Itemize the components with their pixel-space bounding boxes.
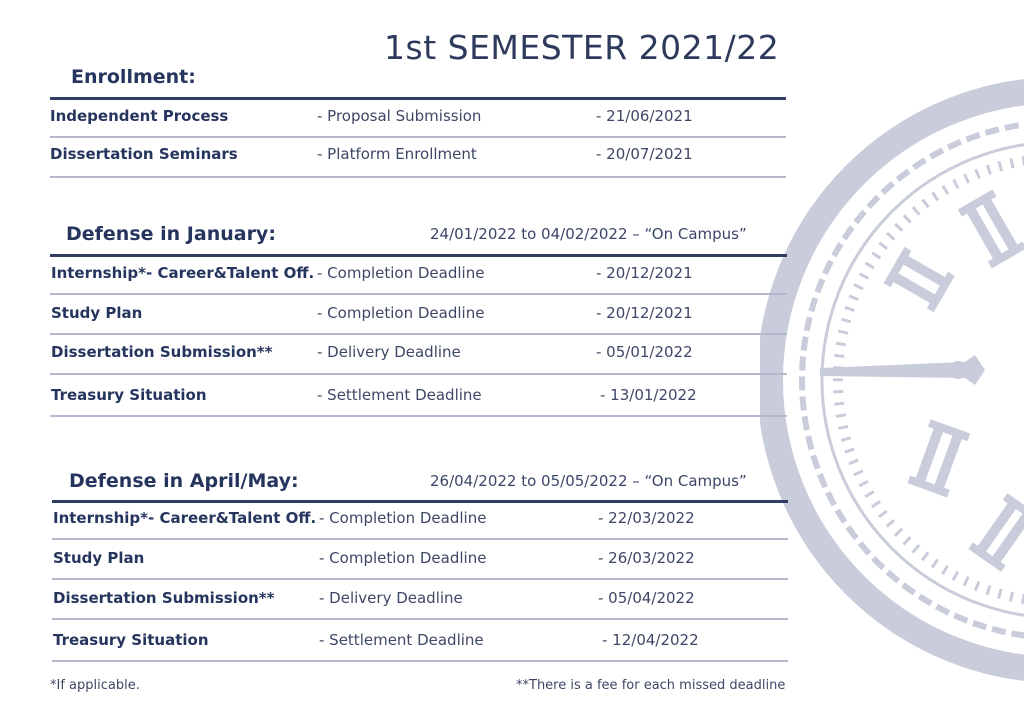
table-row: [53, 589, 813, 613]
row-description: - Delivery Deadline: [319, 589, 463, 607]
row-description: - Proposal Submission: [317, 107, 482, 125]
row-date: - 20/12/2021: [596, 304, 693, 322]
row-date: - 22/03/2022: [598, 509, 695, 527]
row-label: Dissertation Submission**: [51, 343, 273, 361]
row-divider: [52, 618, 788, 620]
row-date: - 05/01/2022: [596, 343, 693, 361]
row-date: - 13/01/2022: [600, 386, 697, 404]
row-label: Dissertation Submission**: [53, 589, 275, 607]
table-row: [51, 264, 811, 288]
enrollment-heading: Enrollment:: [71, 66, 196, 88]
row-description: - Completion Deadline: [319, 509, 487, 527]
table-row: [51, 343, 811, 367]
row-divider: [50, 333, 787, 335]
row-date: - 20/07/2021: [596, 145, 693, 163]
row-date: - 05/04/2022: [598, 589, 695, 607]
page-title: 1st SEMESTER 2021/22: [384, 28, 780, 67]
row-label: Dissertation Seminars: [50, 145, 238, 163]
table-row: [50, 145, 810, 169]
row-divider: [50, 293, 787, 295]
table-row: [53, 549, 813, 573]
table-row: [51, 386, 811, 410]
row-date: - 12/04/2022: [602, 631, 699, 649]
row-label: Internship*- Career&Talent Off.: [53, 509, 317, 527]
row-date: - 26/03/2022: [598, 549, 695, 567]
row-label: Treasury Situation: [51, 386, 207, 404]
footnote-if-applicable: *If applicable.: [50, 678, 140, 693]
row-description: - Completion Deadline: [317, 264, 485, 282]
row-divider: [52, 660, 788, 662]
row-label: Study Plan: [51, 304, 143, 322]
row-label: Study Plan: [53, 549, 145, 567]
april-heading: Defense in April/May:: [69, 470, 299, 492]
table-row: [53, 509, 813, 533]
row-divider: [52, 578, 788, 580]
enrollment-top-rule: [50, 97, 786, 100]
row-description: - Settlement Deadline: [317, 386, 482, 404]
table-row: [51, 304, 811, 328]
january-date-range: 24/01/2022 to 04/02/2022 – “On Campus”: [430, 225, 747, 243]
row-label: Independent Process: [50, 107, 229, 125]
row-description: - Settlement Deadline: [319, 631, 484, 649]
footnote-missed-deadline-fee: **There is a fee for each missed deadline: [516, 678, 786, 693]
row-date: - 21/06/2021: [596, 107, 693, 125]
january-heading: Defense in January:: [66, 223, 276, 245]
april-date-range: 26/04/2022 to 05/05/2022 – “On Campus”: [430, 472, 747, 490]
row-label: Treasury Situation: [53, 631, 209, 649]
row-divider: [52, 538, 788, 540]
row-description: - Completion Deadline: [317, 304, 485, 322]
row-description: - Platform Enrollment: [317, 145, 477, 163]
row-divider: [50, 176, 786, 178]
row-divider: [50, 415, 787, 417]
row-description: - Delivery Deadline: [317, 343, 461, 361]
row-divider: [50, 136, 786, 138]
row-date: - 20/12/2021: [596, 264, 693, 282]
row-description: - Completion Deadline: [319, 549, 487, 567]
january-top-rule: [50, 254, 787, 257]
table-row: [53, 631, 813, 655]
row-divider: [50, 373, 787, 375]
table-row: [50, 107, 810, 131]
row-label: Internship*- Career&Talent Off.: [51, 264, 315, 282]
april-top-rule: [52, 500, 788, 503]
